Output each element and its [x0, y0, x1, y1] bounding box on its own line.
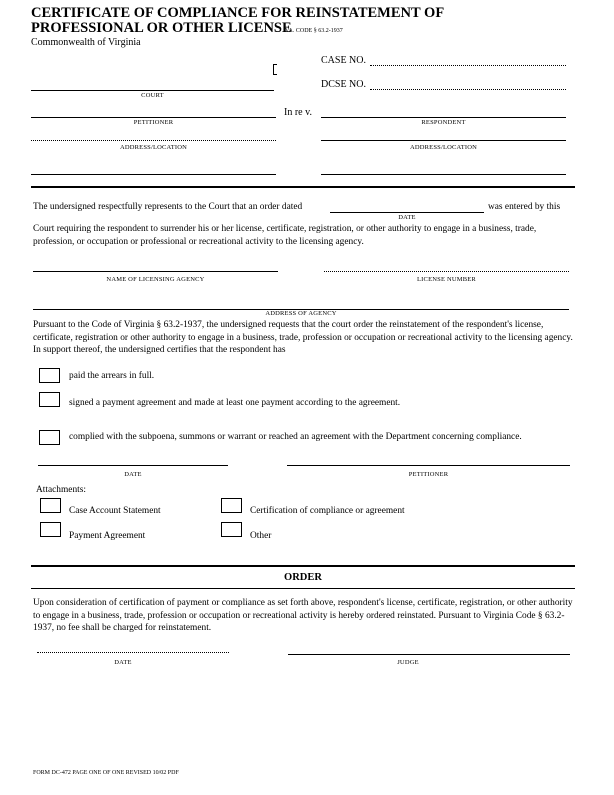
bracket-mark: [273, 64, 277, 75]
judge-label: JUDGE: [397, 659, 419, 666]
petitioner-signature-label: PETITIONER: [408, 471, 449, 478]
court-field[interactable]: [31, 90, 274, 91]
certification-label-complied: complied with the subpoena, summons or warrant or reached an agreement with the Department concerning compliance.: [69, 432, 522, 442]
respondent-label: RESPONDENT: [421, 119, 466, 126]
judge-signature-field[interactable]: [288, 654, 570, 655]
checkbox-payment-agreement[interactable]: [39, 392, 60, 407]
order-date-signature-label: DATE: [114, 659, 132, 666]
order-heading: ORDER: [284, 572, 322, 583]
petition-text-start: The undersigned respectfully represents to the Court that an order dated: [33, 202, 303, 212]
order-date-label: DATE: [398, 214, 416, 221]
licensing-agency-label: NAME OF LICENSING AGENCY: [106, 276, 205, 283]
order-paragraph: Upon consideration of certification of payment or compliance as set forth above, respondent's license, certificate, registration, or other authority to engage in a business, trade, profession or occupation or recreational activity is hereby ordered reinstated. Pursuant to Virginia Code § 63.2-1937, no fee shall be charged for reinstatement.: [33, 598, 573, 633]
petitioner-field[interactable]: [31, 117, 276, 118]
petitioner-address-line2[interactable]: [31, 174, 276, 175]
petition-text-end: was entered by this: [488, 202, 561, 212]
court-label: COURT: [141, 92, 164, 99]
code-reference: VA. CODE § 63.2-1937: [285, 28, 343, 34]
checkbox-other[interactable]: [221, 522, 242, 537]
license-number-label: LICENSE NUMBER: [417, 276, 476, 283]
order-divider: [31, 565, 575, 567]
commonwealth-label: Commonwealth of Virginia: [31, 37, 141, 48]
checkbox-paid-arrears[interactable]: [39, 368, 60, 383]
respondent-field[interactable]: [321, 117, 566, 118]
dcse-no-label: DCSE NO.: [321, 79, 367, 90]
order-heading-rule: [31, 588, 575, 589]
petitioner-address-label: ADDRESS/LOCATION: [119, 144, 188, 151]
form-title-line1: CERTIFICATE OF COMPLIANCE FOR REINSTATEMENT OF: [31, 5, 445, 21]
petitioner-address-field[interactable]: [31, 140, 276, 141]
checkbox-complied-subpoena[interactable]: [39, 430, 60, 445]
petitioner-label: PETITIONER: [133, 119, 174, 126]
checkbox-case-account-statement[interactable]: [40, 498, 61, 513]
form-title-line2: PROFESSIONAL OR OTHER LICENSE: [31, 20, 292, 36]
attachment-label-case-account: Case Account Statement: [69, 506, 161, 516]
respondent-address-field[interactable]: [321, 140, 566, 141]
order-date-field[interactable]: [330, 212, 484, 213]
licensing-agency-field[interactable]: [33, 271, 278, 272]
attachment-label-certification: Certification of compliance or agreement: [250, 506, 405, 516]
respondent-address-label: ADDRESS/LOCATION: [409, 144, 478, 151]
petition-paragraph: Court requiring the respondent to surrender his or her license, certificate, registration, or other authority to engage in a business, trade, profession, or occupation or professional or recreational activity to the licensing agency.: [33, 224, 537, 247]
order-date-signature-field[interactable]: [37, 652, 229, 653]
attachment-label-payment-agreement: Payment Agreement: [69, 531, 146, 541]
checkbox-certification-compliance[interactable]: [221, 498, 242, 513]
agency-address-label: ADDRESS OF AGENCY: [265, 310, 337, 317]
form-id: FORM DC-472 PAGE ONE OF ONE REVISED 10/02 PDF: [33, 770, 179, 776]
checkbox-payment-agreement-attachment[interactable]: [40, 522, 61, 537]
case-no-field[interactable]: [370, 65, 566, 66]
petitioner-signature-field[interactable]: [287, 465, 570, 466]
signature-date-field[interactable]: [38, 465, 228, 466]
certification-label-agreement: signed a payment agreement and made at least one payment according to the agreement.: [69, 398, 401, 408]
dcse-no-field[interactable]: [370, 89, 566, 90]
respondent-address-line2[interactable]: [321, 174, 566, 175]
in-re-label: In re v.: [284, 107, 312, 118]
attachments-heading: Attachments:: [36, 485, 86, 495]
section-divider: [31, 186, 575, 188]
request-paragraph: Pursuant to the Code of Virginia § 63.2-1937, the undersigned requests that the court order the reinstatement of the respondent's license, certificate, registration or other authority to engage in a business, trade, profession or occupation or recreational activity to the licensing agency. In support thereof, the undersigned certifies that the respondent has: [33, 320, 573, 355]
certification-label-paid: paid the arrears in full.: [69, 371, 155, 381]
license-number-field[interactable]: [324, 271, 569, 272]
signature-date-label: DATE: [124, 471, 142, 478]
attachment-label-other: Other: [250, 531, 272, 541]
case-no-label: CASE NO.: [321, 55, 367, 66]
